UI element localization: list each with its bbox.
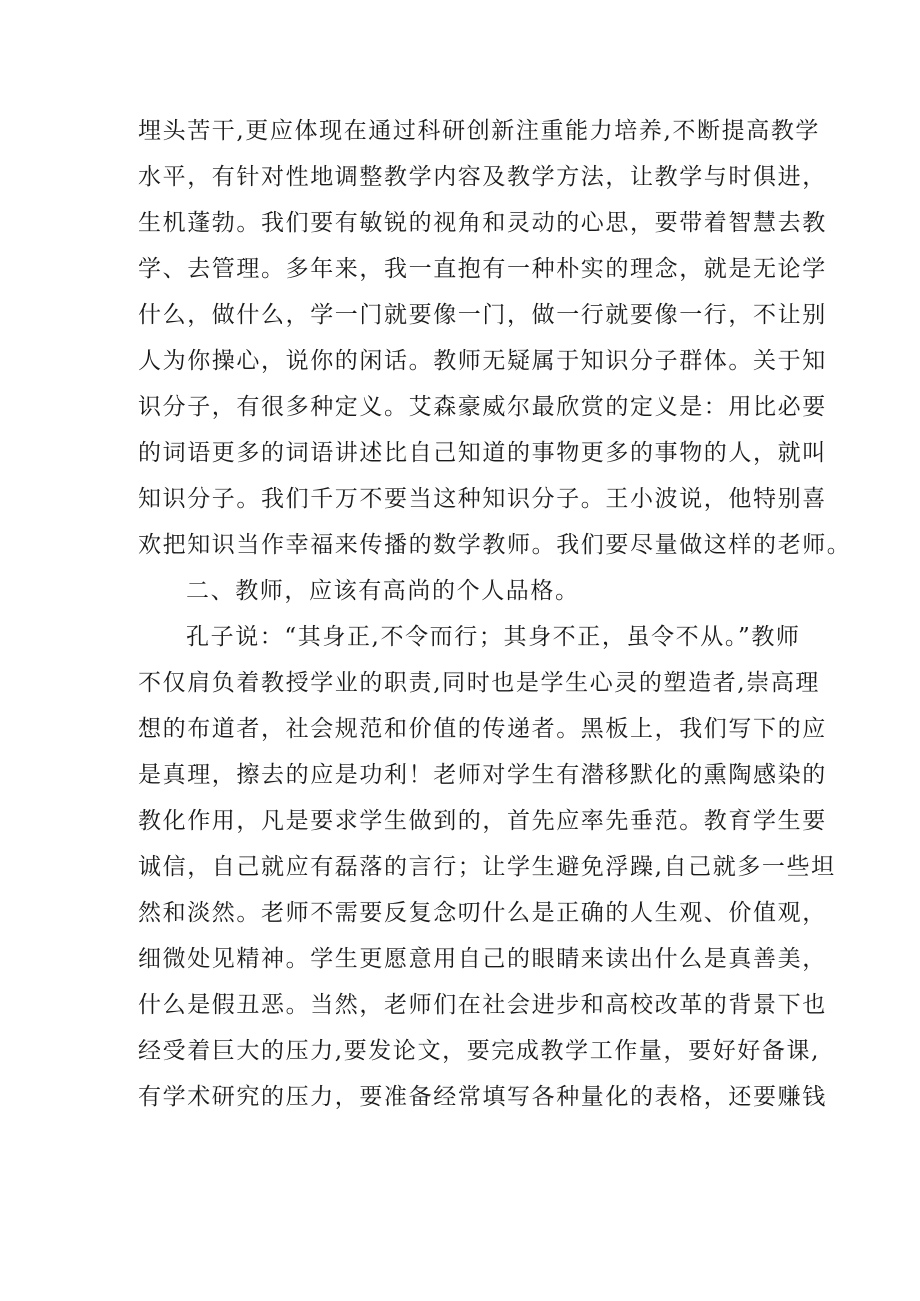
text-line: 不仅肩负着教授学业的职责,同时也是学生心灵的塑造者,崇高理 xyxy=(138,670,821,696)
text-line: 生机蓬勃。我们要有敏锐的视角和灵动的心思，要带着智慧去教 xyxy=(138,210,827,236)
text-line: 知识分子。我们千万不要当这种知识分子。王小波说，他特别喜 xyxy=(138,486,827,512)
text-line: 是真理，擦去的应是功利！老师对学生有潜移默化的熏陶感染的 xyxy=(138,762,827,788)
text-line: 经受着巨大的压力,要发论文，要完成教学工作量，要好好备课, xyxy=(138,1038,821,1064)
text-line: 埋头苦干,更应体现在通过科研创新注重能力培养,不断提高教学 xyxy=(138,118,821,144)
text-line: 识分子，有很多种定义。艾森豪威尔最欣赏的定义是：用比必要 xyxy=(138,394,827,420)
text-line: 的词语更多的词语讲述比自己知道的事物更多的事物的人，就叫 xyxy=(138,440,827,466)
text-line: 教化作用，凡是要求学生做到的，首先应率先垂范。教育学生要 xyxy=(138,808,827,834)
body-text xyxy=(138,108,852,1120)
text-line: 学、去管理。多年来，我一直抱有一种朴实的理念，就是无论学 xyxy=(138,256,827,282)
text-line: 什么是假丑恶。当然，老师们在社会进步和高校改革的背景下也 xyxy=(138,992,827,1018)
text-line: 然和淡然。老师不需要反复念叨什么是正确的人生观、价值观， xyxy=(138,900,827,926)
text-line: 有学术研究的压力，要准备经常填写各种量化的表格，还要赚钱 xyxy=(138,1084,827,1110)
text-line: 细微处见精神。学生更愿意用自己的眼睛来读出什么是真善美， xyxy=(138,946,827,972)
section-heading: 二、教师，应该有高尚的个人品格。 xyxy=(186,578,580,604)
text-line: 欢把知识当作幸福来传播的数学教师。我们要尽量做这样的老师。 xyxy=(138,532,852,558)
text-line: 人为你操心，说你的闲话。教师无疑属于知识分子群体。关于知 xyxy=(138,348,827,374)
text-line: 什么，做什么，学一门就要像一门，做一行就要像一行，不让别 xyxy=(138,302,827,328)
paragraph-first-line: 孔子说：“其身正,不令而行；其身不正，虽令不从。”教师 xyxy=(186,624,801,650)
text-line: 想的布道者，社会规范和价值的传递者。黑板上，我们写下的应 xyxy=(138,716,827,742)
text-line: 诚信，自己就应有磊落的言行；让学生避免浮躁,自己就多一些坦 xyxy=(138,854,836,880)
text-line: 水平，有针对性地调整教学内容及教学方法，让教学与时俱进， xyxy=(138,164,827,190)
